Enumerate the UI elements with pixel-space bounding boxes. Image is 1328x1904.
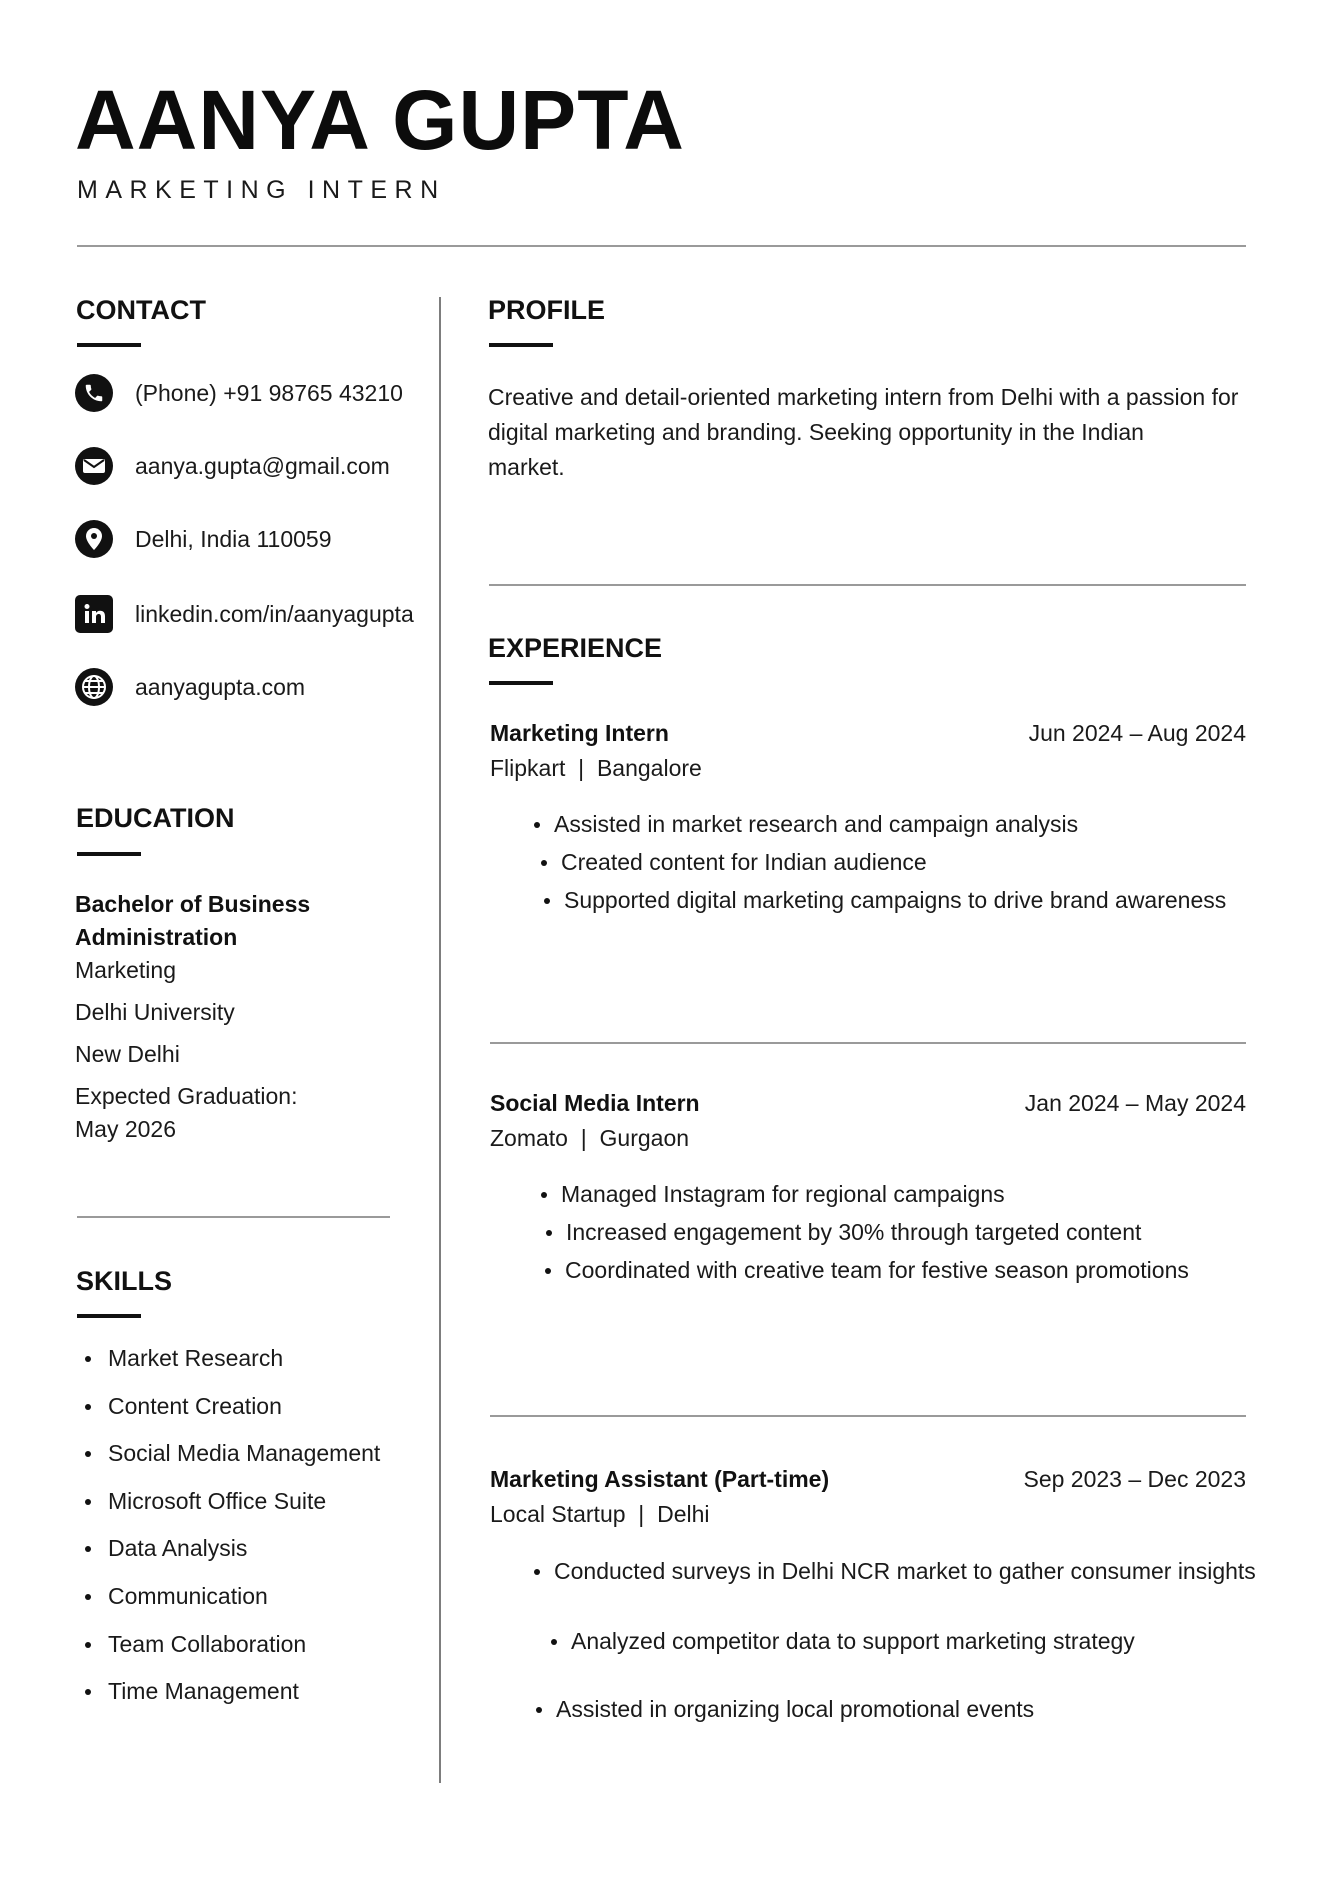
contact-title-underline: [77, 343, 141, 347]
job-bullets: [538, 1180, 1189, 1294]
location-pin-icon: [75, 520, 113, 558]
job-bullet: Analyzed competitor data to support marketing strategy: [548, 1627, 1256, 1695]
skill-item: Data Analysis: [75, 1534, 380, 1582]
contact-location-text: Delhi, India 110059: [135, 525, 332, 552]
education-title: EDUCATION: [76, 803, 235, 833]
education-title-underline: [77, 852, 141, 856]
education-city: New Delhi: [75, 1041, 180, 1067]
job-divider: [490, 1415, 1246, 1417]
skill-item: Time Management: [75, 1677, 380, 1725]
education-divider: [77, 1216, 390, 1218]
resume-role: MARKETING INTERN: [77, 176, 446, 204]
contact-website[interactable]: [75, 668, 305, 706]
skill-item: Content Creation: [75, 1392, 380, 1440]
education-major: Marketing: [75, 957, 176, 983]
job-bullet: Supported digital marketing campaigns to drive brand awareness: [541, 886, 1226, 924]
job-bullet: Assisted in organizing local promotional events: [533, 1695, 1256, 1733]
contact-website-text[interactable]: aanyagupta.com: [135, 673, 306, 700]
contact-phone: [75, 374, 403, 412]
job-bullet: Created content for Indian audience: [538, 848, 1226, 886]
job-title: Marketing Assistant (Part-time): [490, 1466, 830, 1492]
experience-title-underline: [489, 681, 553, 685]
education-school: Delhi University: [75, 999, 235, 1025]
job-dates: Sep 2023 – Dec 2023: [1023, 1466, 1246, 1492]
contact-phone-text: (Phone) +91 98765 43210: [135, 379, 403, 406]
skills-list: [75, 1344, 380, 1725]
skill-item: Market Research: [75, 1344, 380, 1392]
globe-icon: [75, 668, 113, 706]
education-block: [75, 888, 395, 1146]
skill-item: Team Collaboration: [75, 1630, 380, 1678]
header-divider: [77, 245, 1246, 247]
job-bullet: Conducted surveys in Delhi NCR market to gather consumer insights: [531, 1557, 1256, 1627]
job-company: Zomato | Gurgaon: [490, 1125, 690, 1151]
column-divider: [439, 297, 441, 1783]
education-degree: Bachelor of Business Administration: [75, 891, 311, 950]
skill-item: Communication: [75, 1582, 380, 1630]
job-bullet: Managed Instagram for regional campaigns: [538, 1180, 1189, 1218]
job-bullets: [531, 810, 1226, 924]
mail-icon: [75, 447, 113, 485]
skills-title: SKILLS: [76, 1266, 173, 1296]
job-title: Social Media Intern: [490, 1090, 700, 1116]
job-bullets: [531, 1557, 1256, 1733]
job-company: Local Startup | Delhi: [490, 1501, 710, 1527]
skill-item: Social Media Management: [75, 1439, 380, 1487]
job-title: Marketing Intern: [490, 720, 669, 746]
phone-icon: [75, 374, 113, 412]
contact-email[interactable]: [75, 447, 390, 485]
skills-title-underline: [77, 1314, 141, 1318]
experience-title: EXPERIENCE: [488, 633, 663, 663]
contact-email-text[interactable]: aanya.gupta@gmail.com: [135, 452, 390, 479]
contact-linkedin-text[interactable]: linkedin.com/in/aanyagupta: [135, 600, 414, 627]
job-bullet: Assisted in market research and campaign analysis: [531, 810, 1226, 848]
profile-divider: [489, 584, 1246, 586]
education-graduation: Expected Graduation: May 2026: [75, 1083, 298, 1142]
job-dates: Jan 2024 – May 2024: [1024, 1090, 1246, 1116]
profile-title: PROFILE: [488, 295, 606, 325]
skill-item: Microsoft Office Suite: [75, 1487, 380, 1535]
resume-name: AANYA GUPTA: [75, 73, 685, 167]
job-bullet: Increased engagement by 30% through targeted content: [543, 1218, 1189, 1256]
profile-summary: Creative and detail-oriented marketing intern from Delhi with a passion for digital marketing and branding. Seeking opportunity in the Indian market.: [488, 384, 1239, 480]
profile-title-underline: [489, 343, 553, 347]
linkedin-icon: [75, 595, 113, 633]
contact-title: CONTACT: [76, 295, 206, 325]
job-dates: Jun 2024 – Aug 2024: [1028, 720, 1246, 746]
job-company: Flipkart | Bangalore: [490, 755, 702, 781]
contact-linkedin[interactable]: [75, 595, 414, 633]
contact-location: [75, 520, 332, 558]
job-divider: [490, 1042, 1246, 1044]
job-bullet: Coordinated with creative team for festive season promotions: [542, 1256, 1189, 1294]
